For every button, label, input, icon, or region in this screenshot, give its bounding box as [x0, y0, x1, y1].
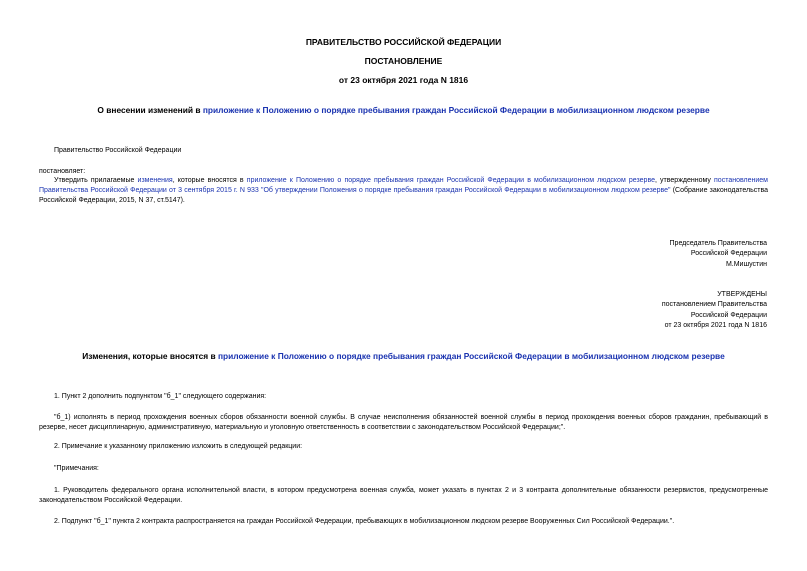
paragraph-5: 1. Руководитель федерального органа исполнительной власти, в котором предусмотрена военная служба, может указать в пунктах 2 и 3 контракта дополнительные обязанности резервистов, предусмотренные законодательством Российской Федерации. [39, 487, 768, 504]
signature-role-2: Российской Федерации [690, 250, 767, 258]
document-date-number: от 23 октября 2021 года N 1816 [338, 75, 469, 85]
signature-block [670, 239, 767, 270]
paragraph-6: 2. Подпункт "б_1" пункта 2 контракта распространяется на граждан Российской Федерации, пребывающих в мобилизационном людском резерве Вооруженных Сил Российской Федерации.". [54, 518, 675, 525]
changes-heading-link[interactable]: приложение к Положению о порядке пребывания граждан Российской Федерации в мобилизационном людском резерве [217, 351, 725, 361]
approved-block [662, 290, 767, 332]
government-line: Правительство Российской Федерации [54, 147, 182, 154]
approve-text-3: , утвержденному [654, 177, 715, 184]
paragraph-2: "б_1) исполнять в период прохождения военных сборов обязанности военной службы. В случае неисполнения обязанностей военной службы в период прохождения военных сборов гражданин, пребывающий в резерве, несет дисциплинарную, административную, материальную и уголовную ответственность в соответствии с законодательством Российской Федерации;". [39, 414, 768, 431]
document-type: ПОСТАНОВЛЕНИЕ [364, 56, 443, 66]
signature-name: М.Мишустин [725, 260, 767, 268]
document-title [30, 105, 777, 116]
approve-text-4: (Собрание законодательства Российской Федерации, 2015, N 37, ст.5147). [39, 187, 768, 204]
government-header: ПРАВИТЕЛЬСТВО РОССИЙСКОЙ ФЕДЕРАЦИИ [305, 37, 502, 47]
approved-line-2: Российской Федерации [690, 311, 767, 319]
approve-text-2: , которые вносятся в [172, 177, 247, 184]
title-prefix: О внесении изменений в [97, 105, 203, 115]
approved-line-3: от 23 октября 2021 года N 1816 [664, 322, 767, 330]
changes-heading-prefix: Изменения, которые вносятся в [82, 351, 218, 361]
signature-role-1: Председатель Правительства [669, 240, 767, 247]
paragraph-4: "Примечания: [54, 465, 99, 472]
approve-paragraph [39, 176, 768, 206]
paragraph-3: 2. Примечание к указанному приложению изложить в следующей редакции: [54, 443, 303, 450]
changes-heading [30, 351, 777, 362]
approved-title: УТВЕРЖДЕНЫ [717, 291, 767, 298]
resolves-line: постановляет: [39, 168, 86, 175]
title-link[interactable]: приложение к Положению о порядке пребывания граждан Российской Федерации в мобилизационном людском резерве [202, 105, 710, 115]
changes-link[interactable]: изменения [137, 177, 173, 184]
appendix-link[interactable]: приложение к Положению о порядке пребывания граждан Российской Федерации в мобилизационном людском резерве [246, 177, 655, 184]
resolution-link[interactable]: постановлением Правительства Российской Федерации от 3 сентября 2015 г. N 933 "Об утверждении Положения о порядке пребывания граждан Российской Федерации в мобилизационном людском резерве" [39, 177, 768, 194]
paragraph-1: 1. Пункт 2 дополнить подпунктом "б_1" следующего содержания: [54, 393, 267, 400]
approve-text-1: Утвердить прилагаемые [54, 177, 138, 184]
approved-line-1: постановлением Правительства [661, 301, 767, 309]
